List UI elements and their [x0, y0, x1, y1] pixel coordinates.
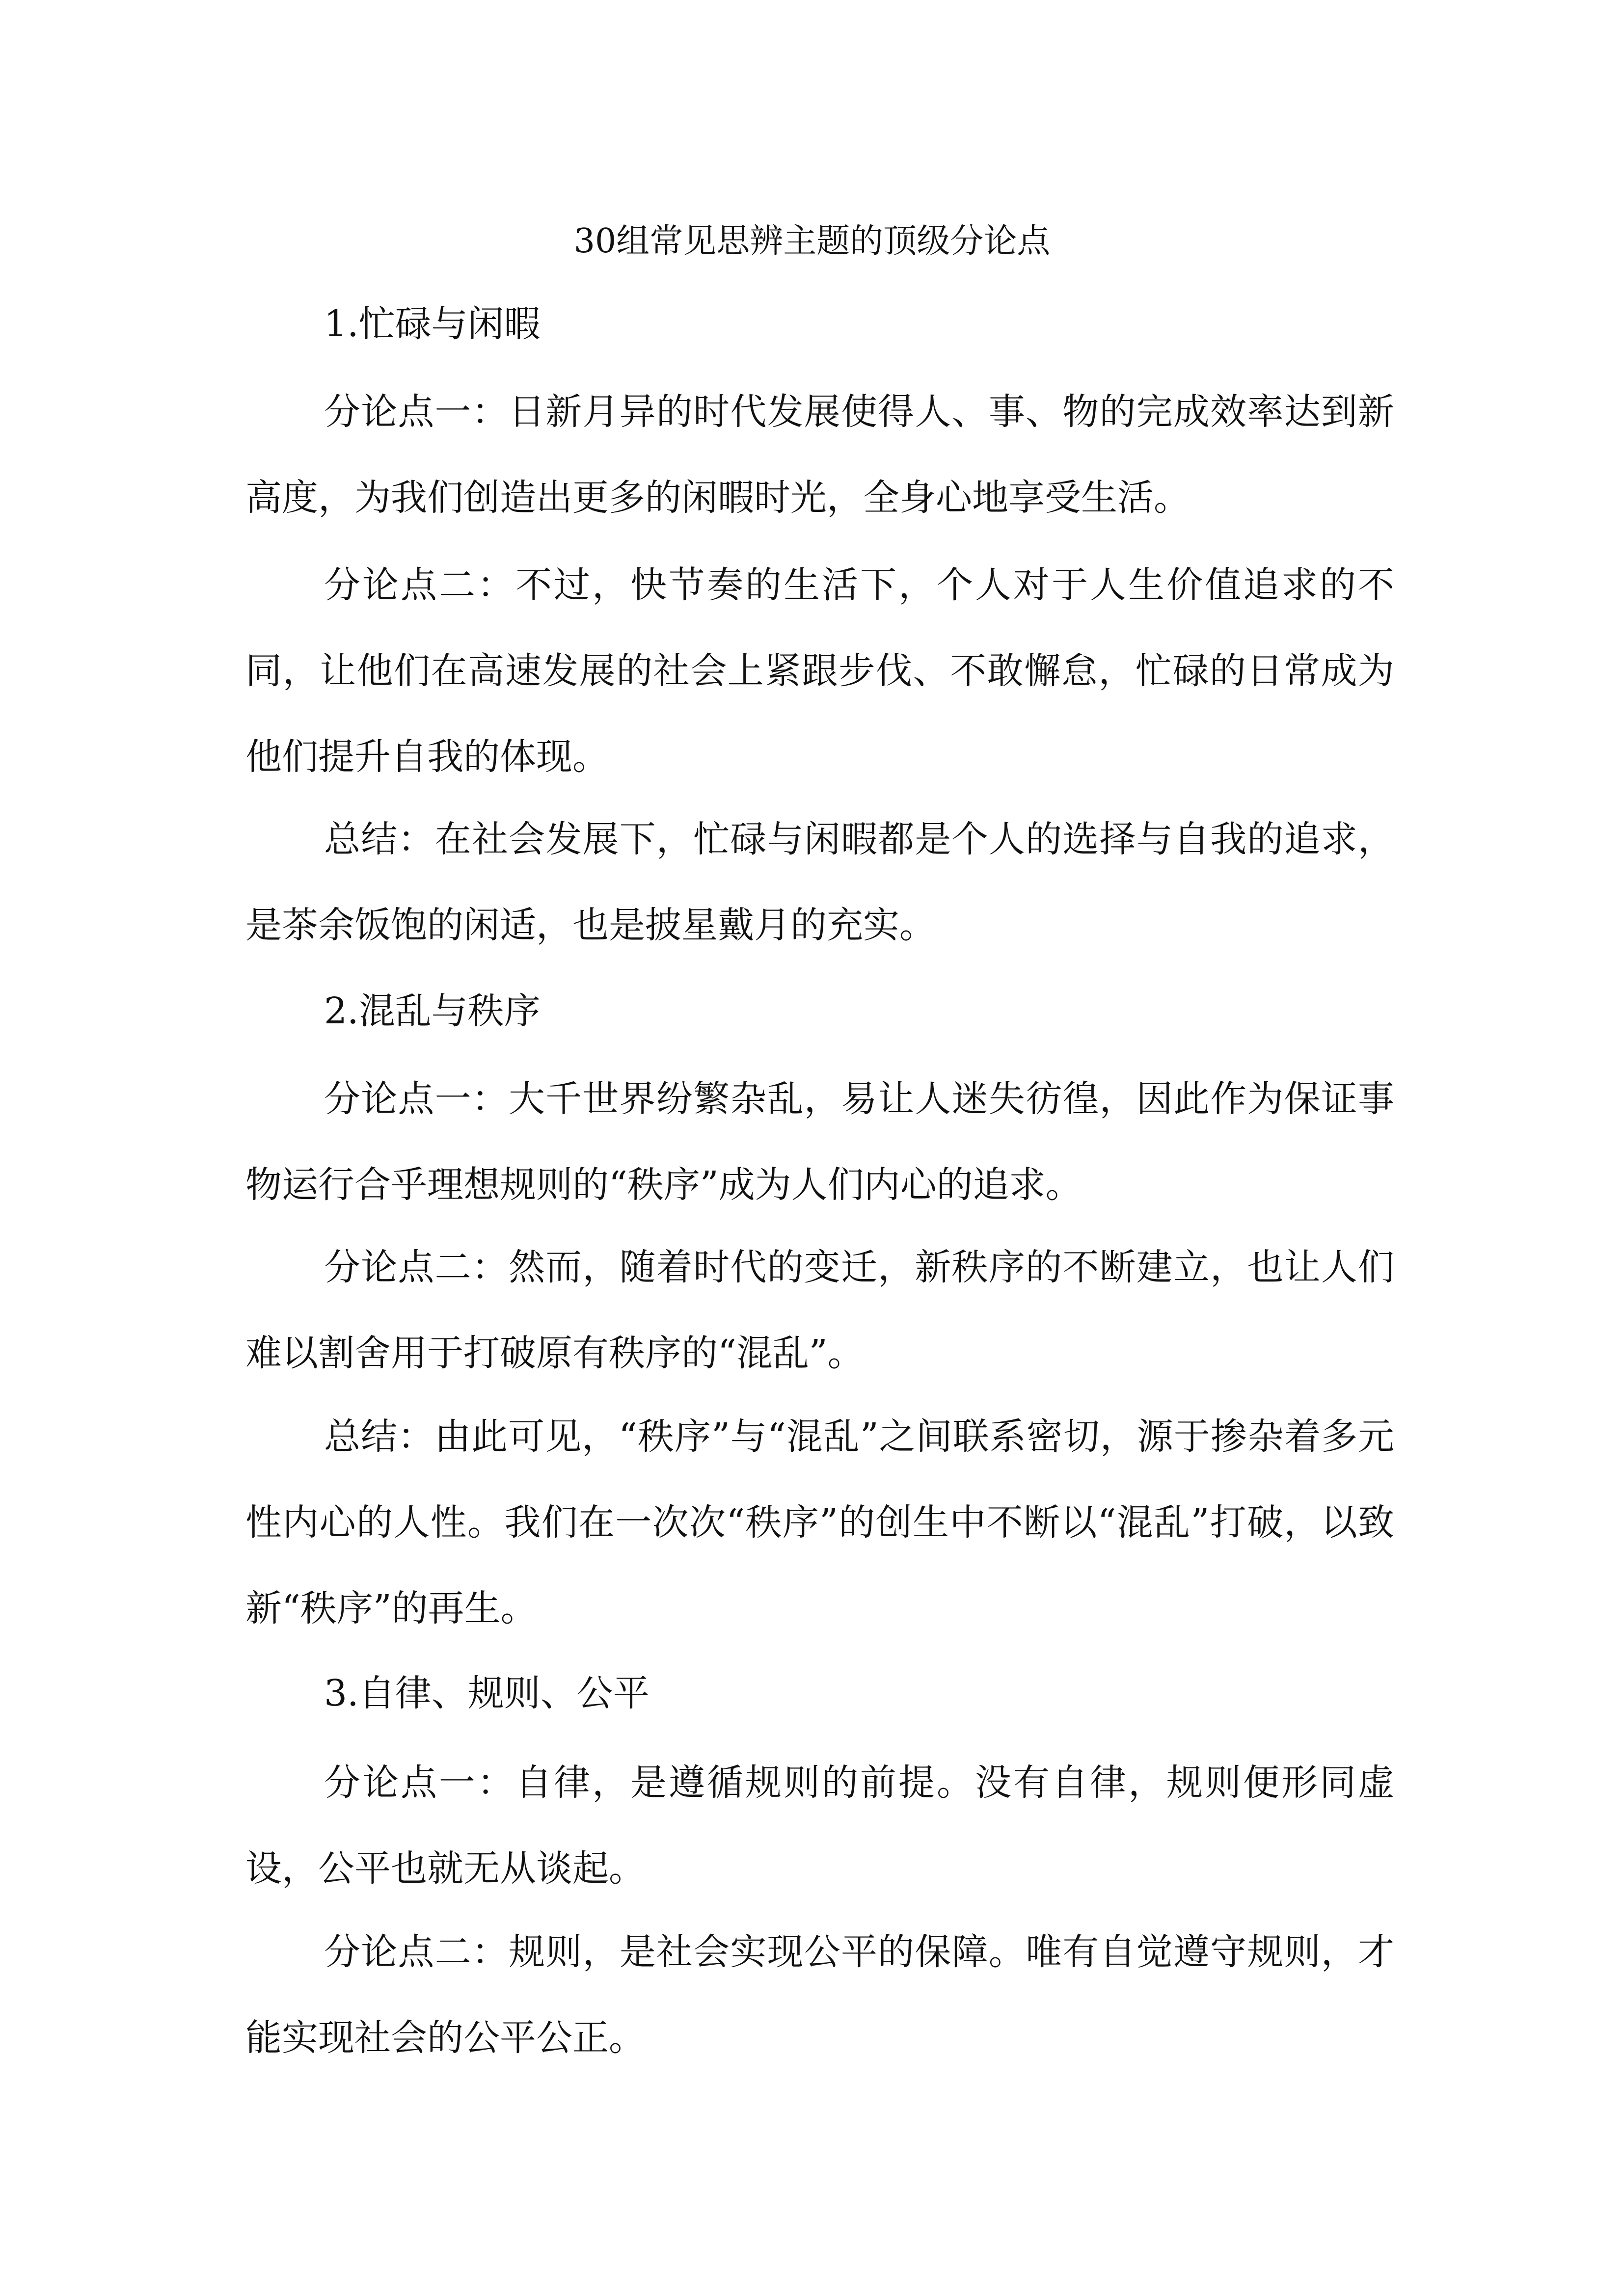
section-heading: 3.自律、规则、公平 — [324, 1672, 650, 1714]
paragraph: 分论点二：不过，快节奏的生活下，个人对于人生价值追求的不同，让他们在高速发展的社会上紧跟步伐、不敢懈怠，忙碌的日常成为他们提升自我的体现。 — [245, 564, 1394, 778]
paragraph: 分论点一：自律，是遵循规则的前提。没有自律，规则便形同虚设，公平也就无从谈起。 — [245, 1762, 1394, 1890]
paragraph: 分论点一：大千世界纷繁杂乱，易让人迷失彷徨，因此作为保证事物运行合乎理想规则的“秩序”成为人们内心的追求。 — [245, 1078, 1394, 1206]
section-heading: 1.忙碌与闲暇 — [324, 303, 541, 345]
paragraph: 总结：在社会发展下，忙碌与闲暇都是个人的选择与自我的追求，是茶余饭饱的闲适，也是披星戴月的充实。 — [245, 818, 1394, 946]
document-title: 30组常见思辨主题的顶级分论点 — [573, 222, 1051, 261]
paragraph: 分论点二：规则，是社会实现公平的保障。唯有自觉遵守规则，才能实现社会的公平公正。 — [245, 1931, 1394, 2059]
section-heading: 2.混乱与秩序 — [324, 990, 541, 1032]
paragraph: 分论点一：日新月异的时代发展使得人、事、物的完成效率达到新高度，为我们创造出更多的闲暇时光，全身心地享受生活。 — [245, 391, 1394, 519]
paragraph: 分论点二：然而，随着时代的变迁，新秩序的不断建立，也让人们难以割舍用于打破原有秩序的“混乱”。 — [245, 1246, 1394, 1374]
paragraph: 总结：由此可见，“秩序”与“混乱”之间联系密切，源于掺杂着多元性内心的人性。我们在一次次“秩序”的创生中不断以“混乱”打破，以致新“秩序”的再生。 — [245, 1415, 1394, 1629]
